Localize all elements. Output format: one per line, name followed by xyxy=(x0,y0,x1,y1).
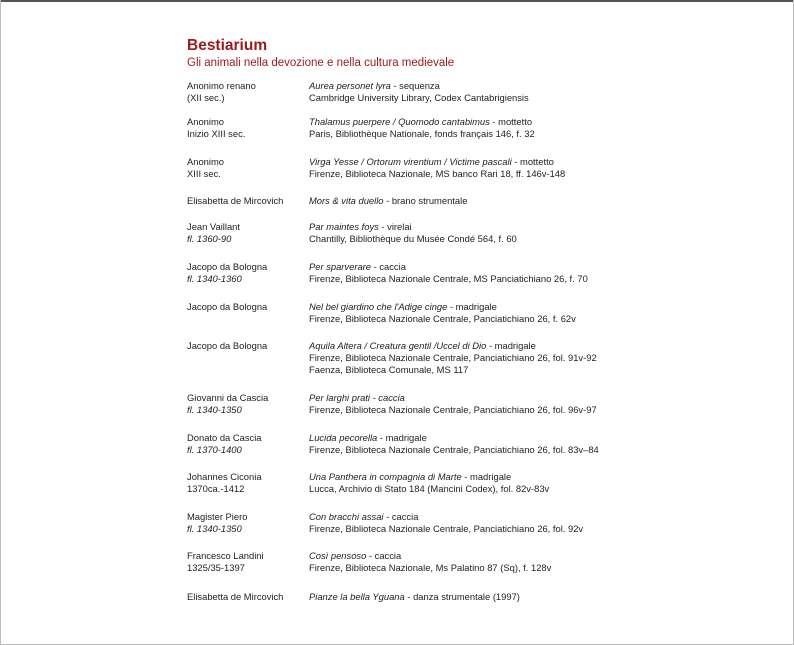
source-line: Firenze, Biblioteca Nazionale Centrale, Panciatichiano 26, fol. 92v xyxy=(309,523,584,534)
program-entry xyxy=(187,116,787,140)
work-cell xyxy=(309,392,787,416)
work-genre: - sequenza xyxy=(390,80,440,91)
composer-cell xyxy=(187,156,309,180)
work-line xyxy=(309,471,787,483)
work-line xyxy=(309,432,787,444)
page-title: Bestiarium xyxy=(187,37,268,54)
program-entry xyxy=(187,511,787,535)
composer-name: Johannes Ciconia xyxy=(187,471,262,482)
composer-dates: fl. 1340-1350 xyxy=(187,523,242,534)
work-genre: - virelai xyxy=(378,221,412,232)
work-title: Con bracchi assai xyxy=(309,511,384,522)
composer-cell xyxy=(187,471,309,495)
composer-name: Jacopo da Bologna xyxy=(187,301,268,312)
work-line xyxy=(309,80,787,92)
work-title: Par maintes foys xyxy=(309,221,379,232)
composer-name: Magister Piero xyxy=(187,511,248,522)
work-genre: - mottetto xyxy=(511,156,554,167)
work-cell xyxy=(309,221,787,245)
work-genre: - caccia xyxy=(366,550,402,561)
work-genre: - madrigale xyxy=(447,301,497,312)
work-cell xyxy=(309,261,787,285)
source-line: Firenze, Biblioteca Nazionale Centrale, Panciatichiano 26, f. 62v xyxy=(309,313,576,324)
source-line: Lucca, Archivio di Stato 184 (Mancini Codex), fol. 82v-83v xyxy=(309,483,550,494)
work-title: Virga Yesse / Ortorum virentium / Victime pascali xyxy=(309,156,512,167)
work-title: Thalamus puerpere / Quomodo cantabimus xyxy=(309,116,490,127)
composer-dates: fl. 1360-90 xyxy=(187,233,232,244)
work-line xyxy=(309,301,787,313)
work-cell xyxy=(309,471,787,495)
work-line xyxy=(309,511,787,523)
work-title: Per sparverare xyxy=(309,261,372,272)
work-cell xyxy=(309,80,787,104)
work-cell xyxy=(309,511,787,535)
composer-cell xyxy=(187,432,309,456)
work-title: Così pensoso xyxy=(309,550,367,561)
composer-cell xyxy=(187,80,309,104)
source-line: Firenze, Biblioteca Nazionale Centrale, Panciatichiano 26, fol. 83v–84 xyxy=(309,444,599,455)
work-title: Aurea personet lyra xyxy=(309,80,391,91)
composer-cell xyxy=(187,511,309,535)
work-line xyxy=(309,550,787,562)
document-body xyxy=(187,37,787,620)
work-cell xyxy=(309,116,787,140)
source-line: Faenza, Biblioteca Comunale, MS 117 xyxy=(309,364,469,375)
work-cell xyxy=(309,340,787,376)
composer-dates: 1325/35-1397 xyxy=(187,562,245,573)
composer-name: Jacopo da Bologna xyxy=(187,261,268,272)
program-entry xyxy=(187,550,787,574)
work-title: Aquila Altera / Creatura gentil /Uccel di Dio xyxy=(309,340,487,351)
composer-dates: fl. 1370-1400 xyxy=(187,444,242,455)
source-line: Firenze, Biblioteca Nazionale Centrale, Panciatichiano 26, fol. 91v-92 xyxy=(309,352,597,363)
work-cell xyxy=(309,156,787,180)
program-list xyxy=(187,80,787,620)
work-genre: - madrigale xyxy=(486,340,536,351)
work-line xyxy=(309,116,787,128)
work-genre: - madrigale xyxy=(461,471,512,482)
work-genre: - mottetto xyxy=(489,116,533,127)
composer-dates: (XII sec.) xyxy=(187,92,225,103)
composer-dates: XIII sec. xyxy=(187,168,221,179)
work-title: Nel bel giardino che l'Adige cinge xyxy=(309,301,448,312)
composer-name: Anonimo xyxy=(187,156,225,167)
program-entry xyxy=(187,195,787,207)
composer-name: Elisabetta de Mircovich xyxy=(187,591,284,602)
composer-cell xyxy=(187,340,309,376)
program-entry xyxy=(187,80,787,104)
page-subtitle: Gli animali nella devozione e nella cultura medievale xyxy=(187,57,455,69)
program-entry xyxy=(187,591,787,603)
work-line xyxy=(309,156,787,168)
composer-cell xyxy=(187,116,309,140)
work-title: Una Panthera in compagnia di Marte xyxy=(309,471,462,482)
program-entry xyxy=(187,156,787,180)
composer-dates: Inizio XIII sec. xyxy=(187,128,246,139)
work-title: Mors & vita duello xyxy=(309,195,384,206)
composer-name: Anonimo renano xyxy=(187,80,256,91)
work-genre: - brano strumentale xyxy=(383,195,468,206)
program-entry xyxy=(187,392,787,416)
page-left-border xyxy=(0,0,1,645)
work-cell xyxy=(309,591,787,603)
composer-dates: 1370ca.-1412 xyxy=(187,483,245,494)
page-top-border xyxy=(0,0,794,2)
source-line: Cambridge University Library, Codex Cantabrigiensis xyxy=(309,92,529,103)
composer-name: Jacopo da Bologna xyxy=(187,340,268,351)
composer-name: Elisabetta de Mircovich xyxy=(187,195,284,206)
work-cell xyxy=(309,550,787,574)
work-title: Per larghi prati - caccia xyxy=(309,392,405,403)
source-line: Chantilly, Bibliothèque du Musée Condé 564, f. 60 xyxy=(309,233,517,244)
work-genre: - caccia xyxy=(371,261,406,272)
work-line xyxy=(309,340,787,352)
program-entry xyxy=(187,301,787,325)
source-line: Paris, Bibliothèque Nationale, fonds français 146, f. 32 xyxy=(309,128,535,139)
program-entry xyxy=(187,471,787,495)
work-line xyxy=(309,261,787,273)
composer-name: Anonimo xyxy=(187,116,225,127)
source-line: Firenze, Biblioteca Nazionale Centrale, Panciatichiano 26, fol. 96v-97 xyxy=(309,404,597,415)
composer-cell xyxy=(187,550,309,574)
composer-name: Giovanni da Cascia xyxy=(187,392,269,403)
composer-cell xyxy=(187,221,309,245)
composer-cell xyxy=(187,301,309,325)
work-genre: - madrigale xyxy=(377,432,427,443)
composer-cell xyxy=(187,261,309,285)
composer-cell xyxy=(187,591,309,603)
work-cell xyxy=(309,195,787,207)
program-entry xyxy=(187,340,787,376)
composer-dates: fl. 1340-1360 xyxy=(187,273,242,284)
composer-name: Francesco Landini xyxy=(187,550,264,561)
composer-name: Jean Vaillant xyxy=(187,221,240,232)
work-line xyxy=(309,392,787,404)
composer-name: Donato da Cascia xyxy=(187,432,262,443)
composer-cell xyxy=(187,195,309,207)
work-cell xyxy=(309,432,787,456)
work-title: Pianze la bella Yguana xyxy=(309,591,405,602)
work-line xyxy=(309,195,787,207)
composer-cell xyxy=(187,392,309,416)
program-entry xyxy=(187,261,787,285)
program-entry xyxy=(187,432,787,456)
source-line: Firenze, Biblioteca Nazionale Centrale, MS Panciatichiano 26, f. 70 xyxy=(309,273,588,284)
work-genre: - danza strumentale (1997) xyxy=(404,591,520,602)
work-title: Lucida pecorella xyxy=(309,432,378,443)
work-cell xyxy=(309,301,787,325)
composer-dates: fl. 1340-1350 xyxy=(187,404,242,415)
work-line xyxy=(309,221,787,233)
source-line: Firenze, Biblioteca Nazionale, MS banco Rari 18, ff. 146v-148 xyxy=(309,168,566,179)
work-line xyxy=(309,591,787,603)
source-line: Firenze, Biblioteca Nazionale, Ms Palatino 87 (Sq), f. 128v xyxy=(309,562,552,573)
program-entry xyxy=(187,221,787,245)
work-genre: - caccia xyxy=(383,511,419,522)
